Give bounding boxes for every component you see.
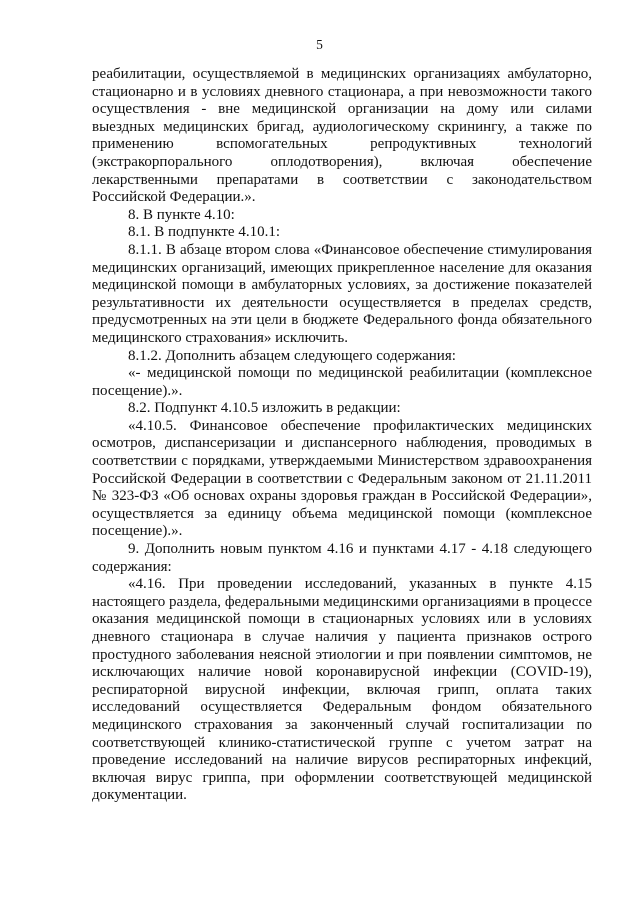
paragraph-item-8-1: 8.1. В подпункте 4.10.1: [128, 224, 281, 241]
paragraph-item-8-2: 8.2. Подпункт 4.10.5 изложить в редакции: [128, 400, 401, 417]
paragraph-item-8-1-1: 8.1.1. В абзаце втором слова «Финансовое обеспечение стимулирования медицинских организаций, имеющих прикрепленное население для оказания медицинской помощи в амбулаторных условиях, за достижение показателей результативности их деятельности осуществляется в пределах средств, предусмотренных на эти цели в бюджете Федерального фонда обязательного медицинского страхования» исключить. [92, 241, 592, 346]
paragraph-quote-4-10-5: «4.10.5. Финансовое обеспечение профилактических медицинских осмотров, диспансеризации и диспансерного наблюдения, проводимых в соответствии с порядками, утверждаемыми Министерством здравоохранения Российской Федерации в соответствии с Федеральным законом от 21.11.2011 № 323-ФЗ «Об основах охраны здоровья граждан в Российской Федерации», осуществляется за единицу объема медицинской помощи (комплексное посещение).». [92, 417, 592, 540]
paragraph-rehabilitation-continuation: реабилитации, осуществляемой в медицинских организациях амбулаторно, стационарно и в условиях дневного стационара, а при невозможности такого осуществления - вне медицинской организации на дому или силами выездных медицинских бригад, аудиологическому скринингу, а также по применению вспомогательных репродуктивных технологий (экстракорпорального оплодотворения), включая обеспечение лекарственными препаратами в соответствии с законодательством Российской Федерации.». [92, 66, 592, 206]
paragraph-quote-4-16: «4.16. При проведении исследований, указанных в пункте 4.15 настоящего раздела, федеральными медицинскими организациями в процессе оказания медицинской помощи в стационарных условиях или в условиях дневного стационара в случае наличия у пациента признаков острого простудного заболевания неясной этиологии и при появлении симптомов, не исключающих наличие новой коронавирусной инфекции (COVID-19), респираторной вирусной инфекции, включая грипп, оплата таких исследований осуществляется Федеральным фондом обязательного медицинского страхования за законченный случай госпитализации по соответствующей клинико-статистической группе с учетом затрат на проведение исследований на наличие вирусов респираторных инфекций, включая вирус гриппа, при оформлении соответствующей медицинской документации. [92, 576, 592, 804]
paragraph-item-8: 8. В пункте 4.10: [128, 206, 235, 223]
paragraph-quote-rehabilitation: «- медицинской помощи по медицинской реабилитации (комплексное посещение).». [92, 365, 592, 399]
paragraph-item-8-1-2: 8.1.2. Дополнить абзацем следующего содержания: [128, 347, 456, 364]
document-body [92, 66, 592, 805]
page-number: 5 [316, 37, 323, 52]
paragraph-item-9: 9. Дополнить новым пунктом 4.16 и пунктами 4.17 - 4.18 следующего содержания: [92, 541, 592, 575]
